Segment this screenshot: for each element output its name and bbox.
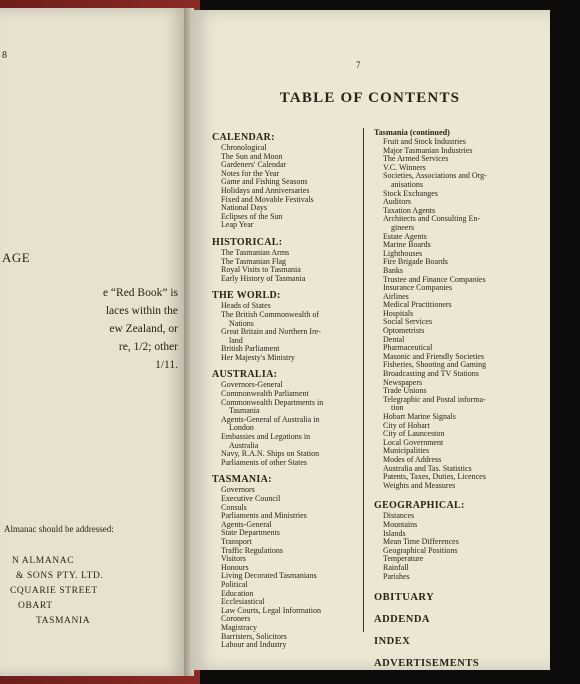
contents-item: Commonwealth Departments in: [221, 397, 324, 407]
contents-item: State Departments: [221, 528, 280, 538]
address-line: N ALMANAC: [12, 556, 75, 566]
address-line: CQUARIE STREET: [10, 586, 98, 596]
contents-item: Parishes: [383, 571, 410, 581]
contents-item: Honours: [221, 562, 249, 572]
left-page: [0, 8, 186, 676]
contents-item: Temperature: [383, 554, 424, 564]
contents-item: Trustee and Finance Companies: [383, 274, 486, 284]
contents-item: Local Government: [383, 437, 444, 447]
contents-item: Education: [221, 588, 254, 598]
contents-item: Weights and Measures: [383, 480, 456, 490]
contents-item: Early History of Tasmania: [221, 273, 306, 283]
right-page: [190, 10, 550, 670]
contents-item: Traffic Regulations: [221, 545, 283, 555]
contents-item: Rainfall: [383, 562, 409, 572]
contents-item: Leap Year: [221, 220, 254, 230]
contents-right-column: [374, 128, 546, 670]
contents-item: Patents, Taxes, Duties, Licences: [383, 472, 486, 482]
section-heading: AUSTRALIA:: [212, 369, 278, 381]
contents-item: Estate Agents: [383, 231, 427, 241]
contents-item: National Days: [221, 203, 267, 213]
contents-item: Fixed and Movable Festivals: [221, 194, 314, 204]
contents-item: Social Services: [383, 317, 433, 327]
section-heading: TASMANIA:: [212, 474, 272, 486]
contents-item: Commonwealth Parliament: [221, 389, 309, 399]
paragraph-line: 1/11.: [155, 359, 178, 371]
contents-item: The Armed Services: [383, 154, 449, 164]
contents-item: Architects and Consulting En-: [383, 214, 481, 224]
contents-item: Holidays and Anniversaries: [221, 185, 310, 195]
contents-item: Masonic and Friendly Societies: [383, 351, 485, 361]
contents-item: Parliaments and Ministries: [221, 511, 307, 521]
contents-item: Banks: [383, 265, 403, 275]
contents-item: Modes of Address: [383, 454, 442, 464]
paragraph-line: re, 1/2; other: [118, 341, 178, 353]
contents-item: London: [229, 423, 254, 433]
contents-item: Hospitals: [383, 308, 414, 318]
contents-item: Tasmania: [229, 406, 260, 416]
address-line: OBART: [18, 601, 53, 611]
contents-item: Visitors: [221, 554, 246, 564]
address-line: TASMANIA: [36, 616, 91, 626]
section-heading: THE WORLD:: [212, 290, 281, 302]
contents-item: Broadcasting and TV Stations: [383, 369, 479, 379]
contents-item: Her Majesty's Ministry: [221, 352, 295, 362]
contents-item: Fisheries, Shooting and Gaming: [383, 360, 487, 370]
contents-item: Gardeners' Calendar: [221, 160, 287, 170]
left-page-heading: AGE: [2, 250, 31, 265]
contents-left-column: [212, 132, 360, 650]
contents-item: Telegraphic and Postal informa-: [383, 394, 486, 404]
contents-item: Distances: [383, 511, 415, 521]
contents-item: Executive Council: [221, 494, 281, 503]
section-heading: HISTORICAL:: [212, 236, 283, 248]
paragraph-line: ew Zealand, or: [109, 323, 178, 335]
contents-item: Marine Boards: [383, 240, 431, 250]
contents-item: Labour and Industry: [221, 640, 287, 650]
contents-item: Fire Brigade Boards: [383, 257, 448, 267]
address-line: & SONS PTY. LTD.: [16, 571, 104, 581]
contents-item: Stock Exchanges: [383, 188, 438, 198]
contents-item: Insurance Companies: [383, 283, 453, 293]
column-divider: [363, 128, 364, 632]
contents-item: Governors-General: [221, 380, 283, 390]
contents-item: Navy, R.A.N. Ships on Station: [221, 449, 320, 459]
contents-item: The Tasmanian Arms: [221, 247, 290, 257]
section-heading: CALENDAR:: [212, 132, 275, 143]
contents-item: Governors: [221, 485, 255, 495]
contents-item: Auditors: [383, 197, 411, 207]
left-page-paragraph: [0, 284, 178, 374]
section-heading: Tasmania (continued): [374, 128, 450, 137]
paragraph-line: laces within the: [105, 305, 178, 317]
contents-item: Australia: [229, 440, 259, 450]
contents-item: Trade Unions: [383, 386, 427, 396]
contents-item: Geographical Positions: [383, 545, 458, 555]
contents-item: Mountains: [383, 519, 418, 529]
contents-item: Dental: [383, 334, 405, 344]
contents-item: Agents-General of Australia in: [221, 414, 320, 424]
contents-item: tion: [391, 403, 404, 413]
contents-item: Lighthouses: [383, 248, 423, 258]
contents-item: Embassies and Legations in: [221, 432, 311, 442]
contents-item: Hobart Marine Signals: [383, 412, 456, 421]
contents-item: Nations: [229, 318, 254, 328]
contents-item: Islands: [383, 528, 406, 538]
section-heading: GEOGRAPHICAL:: [374, 500, 465, 512]
address-intro: Almanac should be addressed:: [4, 524, 114, 534]
contents-item: Political: [221, 579, 248, 589]
right-page-number: 7: [356, 60, 361, 70]
contents-item: Coroners: [221, 614, 251, 624]
contents-item: Optometrists: [383, 326, 425, 336]
contents-item: British Parliament: [221, 344, 280, 354]
contents-item: Societies, Associations and Org-: [383, 171, 487, 181]
contents-item: Parliaments of other States: [221, 457, 307, 467]
contents-item: Eclipses of the Sun: [221, 211, 283, 221]
contents-item: Consuls: [221, 502, 247, 512]
contents-item: Newspapers: [383, 377, 423, 387]
contents-item: Game and Fishing Seasons: [221, 177, 308, 187]
paragraph-line: e “Red Book” is: [102, 287, 178, 299]
contents-item: land: [229, 335, 243, 345]
contents-item: Magistracy: [221, 622, 257, 632]
contents-item: Municipalities: [383, 446, 430, 456]
contents-item: Pharmaceutical: [383, 343, 433, 353]
contents-item: Agents-General: [221, 519, 272, 529]
contents-item: anisations: [391, 179, 423, 189]
contents-item: Royal Visits to Tasmania: [221, 265, 301, 275]
page-title: TABLE OF CONTENTS: [279, 90, 461, 106]
section-heading-obituary: OBITUARY: [374, 592, 435, 604]
contents-item: Ecclesiastical: [221, 597, 265, 607]
contents-item: Medical Practitioners: [383, 300, 452, 310]
contents-item: Fruit and Stock Industries: [383, 137, 466, 146]
contents-item: Transport: [221, 536, 252, 546]
left-page-number: 8: [2, 50, 7, 61]
contents-item: Barristers, Solicitors: [221, 631, 287, 641]
contents-item: Notes for the Year: [221, 168, 280, 178]
contents-item: Major Tasmanian Industries: [383, 145, 473, 155]
section-heading-addenda: ADDENDA: [374, 614, 430, 626]
contents-item: The Tasmanian Flag: [221, 256, 287, 266]
contents-item: Chronological: [221, 143, 267, 152]
contents-item: Living Decorated Tasmanians: [221, 571, 317, 581]
contents-item: The Sun and Moon: [221, 151, 283, 161]
contents-item: V.C. Winners: [383, 162, 426, 172]
contents-item: Airlines: [383, 291, 409, 301]
contents-item: Taxation Agents: [383, 205, 436, 215]
contents-item: City of Hobart: [383, 420, 430, 430]
contents-item: Australia and Tas. Statistics: [383, 463, 472, 473]
section-heading-advertisements: ADVERTISEMENTS: [374, 658, 480, 670]
contents-item: The British Commonwealth of: [221, 309, 319, 319]
contents-item: Mean Time Differences: [383, 537, 459, 547]
contents-item: Heads of States: [221, 301, 271, 311]
contents-item: Law Courts, Legal Information: [221, 605, 321, 615]
contents-item: City of Launceston: [383, 429, 445, 439]
section-heading-index: INDEX: [374, 636, 411, 648]
contents-item: Great Britain and Northern Ire-: [221, 327, 321, 337]
contents-item: gineers: [391, 222, 415, 232]
